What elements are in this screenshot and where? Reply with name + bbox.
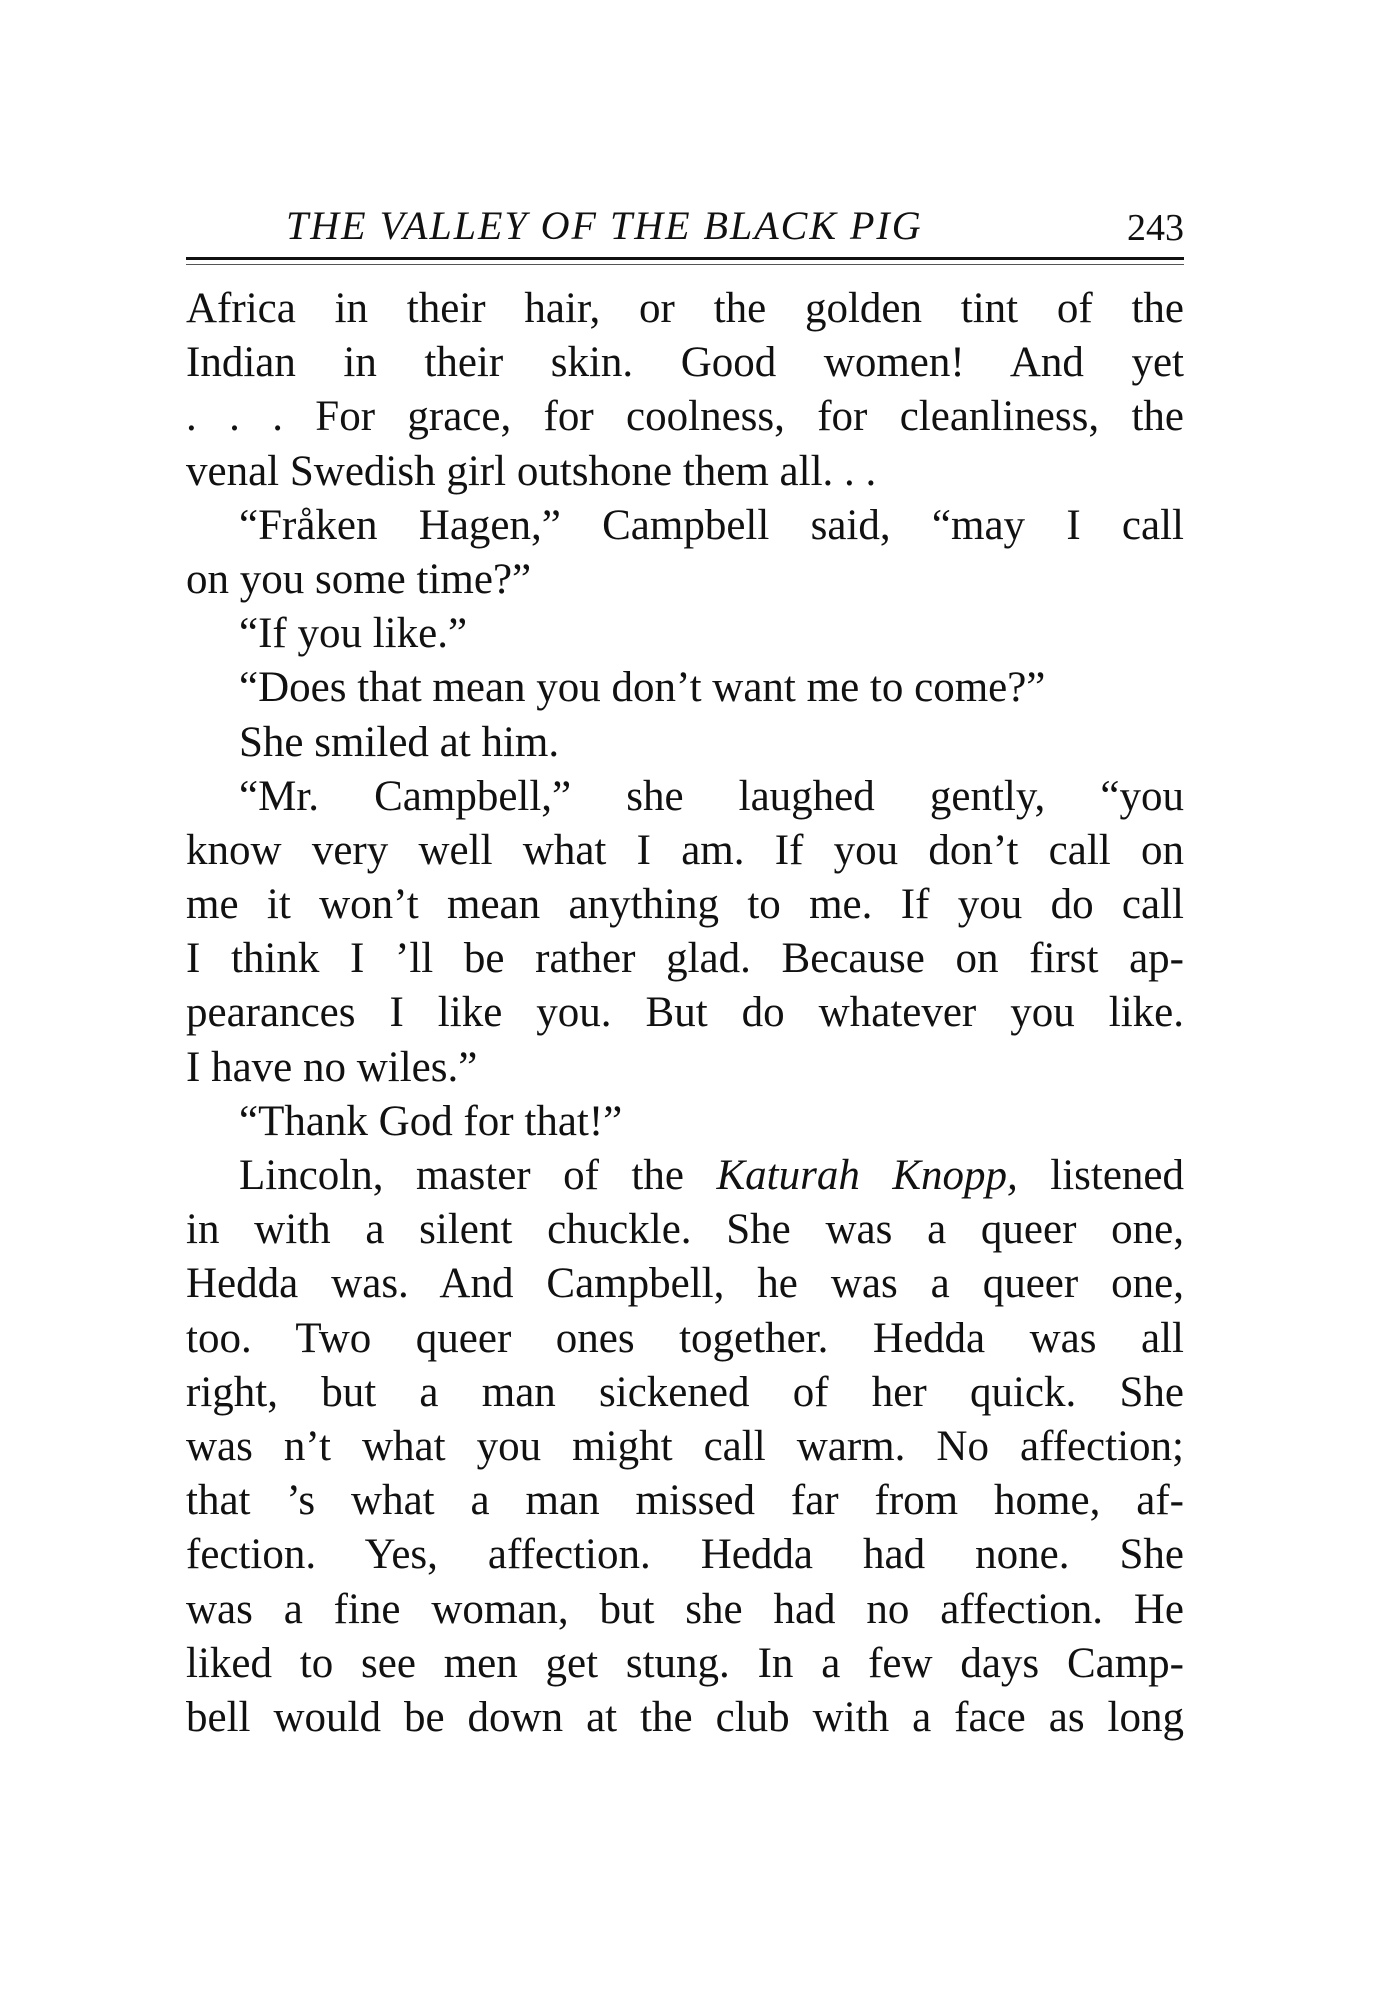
page-number: 243: [1127, 207, 1184, 249]
text-line: “Does that mean you don’t want me to come?”: [239, 664, 1046, 712]
text-line: I think I ’ll be rather glad. Because on first ap-: [186, 935, 1184, 983]
text-line: Indian in their skin. Good women! And yet: [186, 339, 1184, 387]
text-line: “If you like.”: [239, 610, 468, 658]
text-line: me it won’t mean anything to me. If you do call: [186, 881, 1184, 929]
running-head: [186, 198, 1184, 254]
text-line: in with a silent chuckle. She was a queer one,: [186, 1206, 1184, 1254]
text-line: venal Swedish girl outshone them all. . .: [186, 447, 877, 495]
text-line: know very well what I am. If you don’t call on: [186, 826, 1184, 874]
text-line-with-ship-name: [186, 1149, 1184, 1203]
text-line: was a fine woman, but she had no affection. He: [186, 1585, 1184, 1633]
text-line: was n’t what you might call warm. No affection;: [186, 1422, 1184, 1470]
text-line: fection. Yes, affection. Hedda had none. She: [186, 1531, 1184, 1579]
line-after-ship-name: listened: [1017, 1152, 1185, 1199]
text-line: She smiled at him.: [239, 718, 560, 766]
line-before-ship-name: Lincoln, master of the: [239, 1152, 717, 1199]
header-rule-thin: [186, 264, 1184, 265]
text-line: right, but a man sickened of her quick. She: [186, 1368, 1184, 1416]
ship-name: Katurah Knopp,: [716, 1152, 1018, 1199]
text-line: “Fråken Hagen,” Campbell said, “may I call: [239, 501, 1184, 549]
text-line: Africa in their hair, or the golden tint of the: [186, 285, 1184, 332]
text-line: that ’s what a man missed far from home, af-: [186, 1477, 1184, 1525]
text-line: Hedda was. And Campbell, he was a queer one,: [186, 1260, 1184, 1308]
header-rule: [186, 257, 1184, 260]
text-line: on you some time?”: [186, 555, 532, 603]
body-text: [186, 282, 1184, 1745]
text-line: liked to see men get stung. In a few days Camp-: [186, 1639, 1184, 1687]
text-line: . . . For grace, for coolness, for cleanliness, the: [186, 393, 1184, 441]
text-line: “Thank God for that!”: [239, 1097, 623, 1145]
text-line: I have no wiles.”: [186, 1043, 478, 1091]
running-title: THE VALLEY OF THE BLACK PIG: [286, 203, 923, 248]
text-line: too. Two queer ones together. Hedda was all: [186, 1314, 1184, 1362]
text-line: bell would be down at the club with a face as long: [186, 1693, 1184, 1741]
text-line: pearances I like you. But do whatever you like.: [186, 989, 1184, 1037]
text-line: “Mr. Campbell,” she laughed gently, “you: [239, 772, 1184, 820]
